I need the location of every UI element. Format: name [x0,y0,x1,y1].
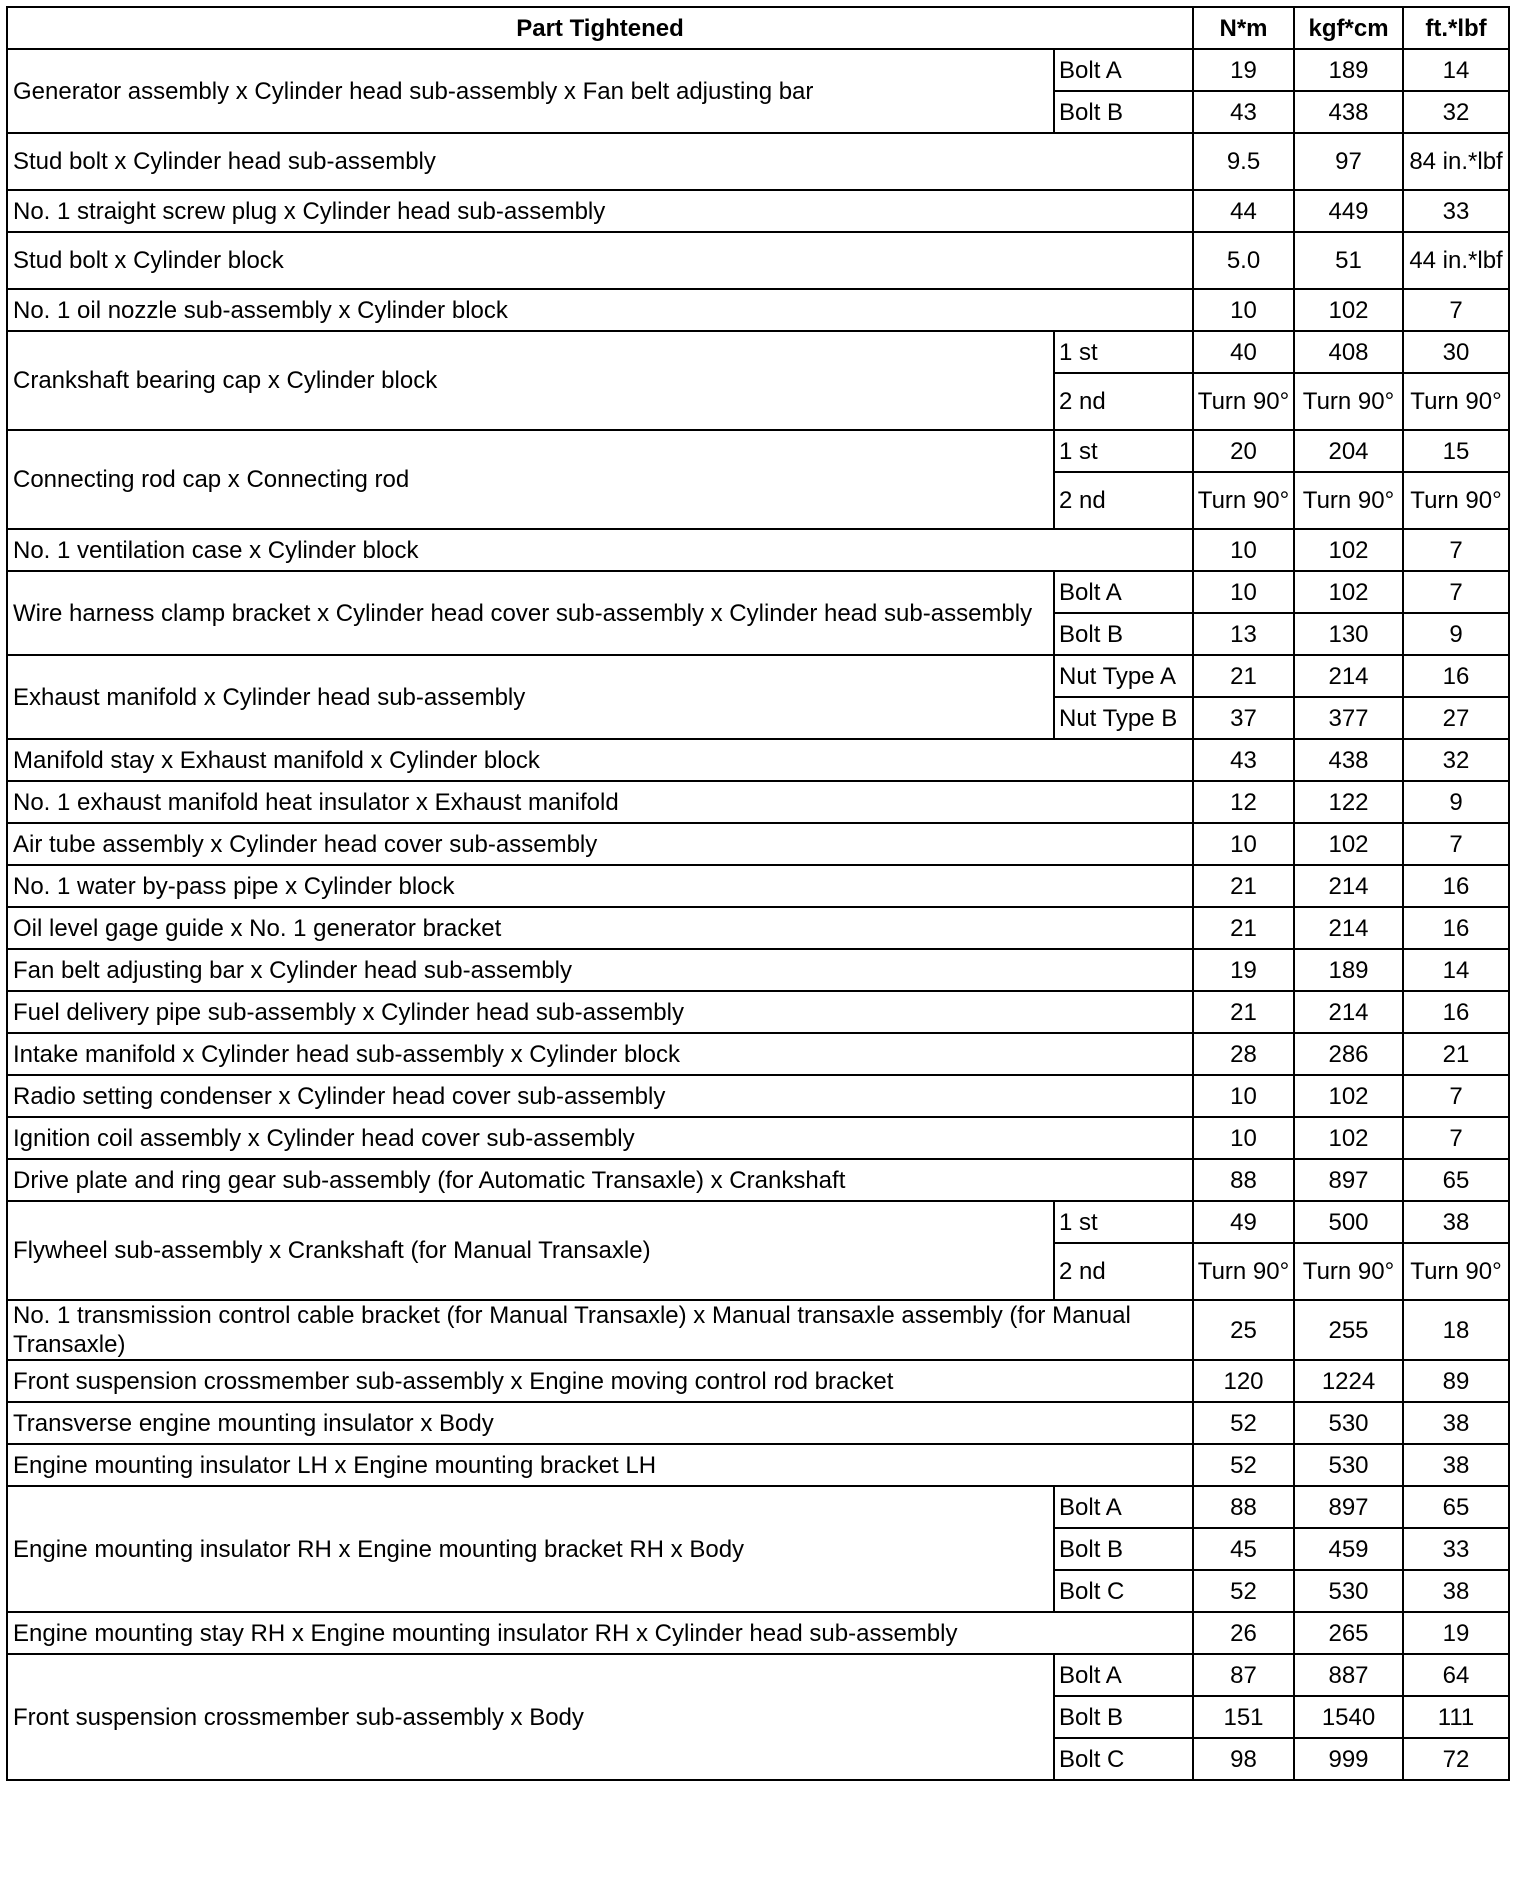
kgf-cm-value-cell: 265 [1294,1612,1403,1654]
sub-step-cell: Nut Type B [1054,697,1193,739]
sub-step-cell: 1 st [1054,331,1193,373]
part-name-cell: Connecting rod cap x Connecting rod [7,430,1054,529]
ft-lbf-value-cell: 30 [1403,331,1509,373]
nm-value-cell: 10 [1193,529,1294,571]
nm-value-cell: 43 [1193,91,1294,133]
nm-value-cell: 87 [1193,1654,1294,1696]
ft-lbf-value-cell: 38 [1403,1444,1509,1486]
kgf-cm-value-cell: 286 [1294,1033,1403,1075]
sub-step-cell: 2 nd [1054,1243,1193,1300]
ft-lbf-value-cell: 9 [1403,781,1509,823]
nm-value-cell: 40 [1193,331,1294,373]
ft-lbf-value-cell: 7 [1403,1075,1509,1117]
part-name-cell: Fuel delivery pipe sub-assembly x Cylinder head sub-assembly [7,991,1193,1033]
table-row [7,571,1509,613]
kgf-cm-value-cell: 897 [1294,1159,1403,1201]
nm-value-cell: 151 [1193,1696,1294,1738]
kgf-cm-value-cell: 408 [1294,331,1403,373]
nm-value-cell: 10 [1193,1117,1294,1159]
table-row [7,991,1509,1033]
kgf-cm-value-cell: 102 [1294,289,1403,331]
part-name-cell: Fan belt adjusting bar x Cylinder head sub-assembly [7,949,1193,991]
kgf-cm-value-cell: Turn 90° [1294,472,1403,529]
nm-value-cell: 10 [1193,1075,1294,1117]
kgf-cm-value-cell: 999 [1294,1738,1403,1780]
sub-step-cell: Bolt B [1054,91,1193,133]
part-name-cell: No. 1 transmission control cable bracket (for Manual Transaxle) x Manual transaxle assembly (for Manual Transaxle) [7,1300,1193,1360]
torque-table-body [7,49,1509,1780]
table-row [7,430,1509,472]
kgf-cm-value-cell: 1224 [1294,1360,1403,1402]
sub-step-cell: Bolt A [1054,1654,1193,1696]
ft-lbf-value-cell: 7 [1403,289,1509,331]
part-name-cell: Stud bolt x Cylinder block [7,232,1193,289]
ft-lbf-value-cell: 44 in.*lbf [1403,232,1509,289]
kgf-cm-value-cell: 122 [1294,781,1403,823]
sub-step-cell: Bolt A [1054,1486,1193,1528]
table-row [7,823,1509,865]
nm-value-cell: 21 [1193,865,1294,907]
ft-lbf-value-cell: 32 [1403,739,1509,781]
nm-value-cell: 88 [1193,1159,1294,1201]
table-row [7,1612,1509,1654]
ft-lbf-value-cell: 32 [1403,91,1509,133]
table-row [7,289,1509,331]
nm-value-cell: 20 [1193,430,1294,472]
header-row [7,7,1509,49]
kgf-cm-value-cell: 500 [1294,1201,1403,1243]
kgf-cm-value-cell: 130 [1294,613,1403,655]
sub-step-cell: Bolt A [1054,49,1193,91]
table-row [7,1300,1509,1360]
ft-lbf-value-cell: 38 [1403,1402,1509,1444]
header-kgf-cm: kgf*cm [1294,7,1403,49]
part-name-cell: Radio setting condenser x Cylinder head cover sub-assembly [7,1075,1193,1117]
table-row [7,949,1509,991]
table-row [7,1402,1509,1444]
ft-lbf-value-cell: 16 [1403,907,1509,949]
kgf-cm-value-cell: 189 [1294,49,1403,91]
nm-value-cell: 9.5 [1193,133,1294,190]
ft-lbf-value-cell: 65 [1403,1159,1509,1201]
sub-step-cell: Bolt B [1054,1696,1193,1738]
ft-lbf-value-cell: 38 [1403,1201,1509,1243]
part-name-cell: No. 1 water by-pass pipe x Cylinder block [7,865,1193,907]
ft-lbf-value-cell: 16 [1403,991,1509,1033]
table-row [7,1654,1509,1696]
nm-value-cell: 120 [1193,1360,1294,1402]
nm-value-cell: 52 [1193,1402,1294,1444]
table-row [7,1117,1509,1159]
part-name-cell: Engine mounting insulator LH x Engine mounting bracket LH [7,1444,1193,1486]
part-name-cell: Front suspension crossmember sub-assembly x Body [7,1654,1054,1780]
ft-lbf-value-cell: 18 [1403,1300,1509,1360]
nm-value-cell: 12 [1193,781,1294,823]
part-name-cell: Stud bolt x Cylinder head sub-assembly [7,133,1193,190]
part-name-cell: Front suspension crossmember sub-assembly x Engine moving control rod bracket [7,1360,1193,1402]
part-name-cell: No. 1 straight screw plug x Cylinder head sub-assembly [7,190,1193,232]
ft-lbf-value-cell: 7 [1403,823,1509,865]
sub-step-cell: Nut Type A [1054,655,1193,697]
kgf-cm-value-cell: 530 [1294,1570,1403,1612]
kgf-cm-value-cell: 449 [1294,190,1403,232]
part-name-cell: Engine mounting insulator RH x Engine mounting bracket RH x Body [7,1486,1054,1612]
nm-value-cell: 88 [1193,1486,1294,1528]
ft-lbf-value-cell: 15 [1403,430,1509,472]
nm-value-cell: 5.0 [1193,232,1294,289]
ft-lbf-value-cell: 14 [1403,949,1509,991]
ft-lbf-value-cell: 33 [1403,190,1509,232]
kgf-cm-value-cell: 102 [1294,1075,1403,1117]
kgf-cm-value-cell: 377 [1294,697,1403,739]
nm-value-cell: 10 [1193,571,1294,613]
nm-value-cell: Turn 90° [1193,472,1294,529]
sub-step-cell: Bolt B [1054,613,1193,655]
ft-lbf-value-cell: 9 [1403,613,1509,655]
kgf-cm-value-cell: 189 [1294,949,1403,991]
part-name-cell: No. 1 exhaust manifold heat insulator x Exhaust manifold [7,781,1193,823]
nm-value-cell: 10 [1193,289,1294,331]
kgf-cm-value-cell: 887 [1294,1654,1403,1696]
kgf-cm-value-cell: 204 [1294,430,1403,472]
part-name-cell: Crankshaft bearing cap x Cylinder block [7,331,1054,430]
ft-lbf-value-cell: 84 in.*lbf [1403,133,1509,190]
table-row [7,781,1509,823]
nm-value-cell: 19 [1193,49,1294,91]
table-row [7,1486,1509,1528]
nm-value-cell: 37 [1193,697,1294,739]
ft-lbf-value-cell: 27 [1403,697,1509,739]
table-row [7,1159,1509,1201]
table-row [7,1360,1509,1402]
sub-step-cell: Bolt A [1054,571,1193,613]
nm-value-cell: 21 [1193,655,1294,697]
nm-value-cell: 52 [1193,1570,1294,1612]
torque-spec-table [6,6,1510,1781]
nm-value-cell: 28 [1193,1033,1294,1075]
part-name-cell: No. 1 ventilation case x Cylinder block [7,529,1193,571]
nm-value-cell: 49 [1193,1201,1294,1243]
ft-lbf-value-cell: 19 [1403,1612,1509,1654]
part-name-cell: Engine mounting stay RH x Engine mounting insulator RH x Cylinder head sub-assembly [7,1612,1193,1654]
ft-lbf-value-cell: 7 [1403,529,1509,571]
kgf-cm-value-cell: 459 [1294,1528,1403,1570]
part-name-cell: Generator assembly x Cylinder head sub-assembly x Fan belt adjusting bar [7,49,1054,133]
ft-lbf-value-cell: Turn 90° [1403,1243,1509,1300]
nm-value-cell: 44 [1193,190,1294,232]
nm-value-cell: 98 [1193,1738,1294,1780]
nm-value-cell: 52 [1193,1444,1294,1486]
sub-step-cell: 1 st [1054,1201,1193,1243]
table-row [7,529,1509,571]
ft-lbf-value-cell: 111 [1403,1696,1509,1738]
kgf-cm-value-cell: 102 [1294,571,1403,613]
table-row [7,331,1509,373]
nm-value-cell: Turn 90° [1193,1243,1294,1300]
kgf-cm-value-cell: 102 [1294,823,1403,865]
ft-lbf-value-cell: Turn 90° [1403,373,1509,430]
header-nm: N*m [1193,7,1294,49]
ft-lbf-value-cell: 14 [1403,49,1509,91]
table-row [7,1444,1509,1486]
ft-lbf-value-cell: 64 [1403,1654,1509,1696]
nm-value-cell: Turn 90° [1193,373,1294,430]
nm-value-cell: 21 [1193,907,1294,949]
nm-value-cell: 26 [1193,1612,1294,1654]
kgf-cm-value-cell: Turn 90° [1294,1243,1403,1300]
table-row [7,1033,1509,1075]
sub-step-cell: 1 st [1054,430,1193,472]
kgf-cm-value-cell: 897 [1294,1486,1403,1528]
part-name-cell: Air tube assembly x Cylinder head cover sub-assembly [7,823,1193,865]
ft-lbf-value-cell: 7 [1403,571,1509,613]
sub-step-cell: Bolt C [1054,1738,1193,1780]
header-ft-lbf: ft.*lbf [1403,7,1509,49]
part-name-cell: Transverse engine mounting insulator x Body [7,1402,1193,1444]
kgf-cm-value-cell: 214 [1294,907,1403,949]
table-row [7,655,1509,697]
ft-lbf-value-cell: 21 [1403,1033,1509,1075]
ft-lbf-value-cell: 7 [1403,1117,1509,1159]
table-row [7,1201,1509,1243]
kgf-cm-value-cell: 214 [1294,991,1403,1033]
kgf-cm-value-cell: 1540 [1294,1696,1403,1738]
part-name-cell: Ignition coil assembly x Cylinder head cover sub-assembly [7,1117,1193,1159]
table-row [7,739,1509,781]
kgf-cm-value-cell: 214 [1294,655,1403,697]
kgf-cm-value-cell: 102 [1294,529,1403,571]
nm-value-cell: 10 [1193,823,1294,865]
kgf-cm-value-cell: 530 [1294,1444,1403,1486]
sub-step-cell: Bolt B [1054,1528,1193,1570]
part-name-cell: Drive plate and ring gear sub-assembly (for Automatic Transaxle) x Crankshaft [7,1159,1193,1201]
ft-lbf-value-cell: 38 [1403,1570,1509,1612]
part-name-cell: Flywheel sub-assembly x Crankshaft (for Manual Transaxle) [7,1201,1054,1300]
header-part-tightened: Part Tightened [7,7,1193,49]
kgf-cm-value-cell: 97 [1294,133,1403,190]
part-name-cell: Oil level gage guide x No. 1 generator bracket [7,907,1193,949]
sub-step-cell: Bolt C [1054,1570,1193,1612]
table-row [7,232,1509,289]
kgf-cm-value-cell: 438 [1294,739,1403,781]
nm-value-cell: 21 [1193,991,1294,1033]
kgf-cm-value-cell: 214 [1294,865,1403,907]
ft-lbf-value-cell: 72 [1403,1738,1509,1780]
part-name-cell: Manifold stay x Exhaust manifold x Cylinder block [7,739,1193,781]
table-row [7,865,1509,907]
ft-lbf-value-cell: 16 [1403,655,1509,697]
kgf-cm-value-cell: Turn 90° [1294,373,1403,430]
table-row [7,190,1509,232]
kgf-cm-value-cell: 530 [1294,1402,1403,1444]
nm-value-cell: 19 [1193,949,1294,991]
part-name-cell: Exhaust manifold x Cylinder head sub-assembly [7,655,1054,739]
sub-step-cell: 2 nd [1054,472,1193,529]
nm-value-cell: 43 [1193,739,1294,781]
table-row [7,907,1509,949]
sub-step-cell: 2 nd [1054,373,1193,430]
part-name-cell: Intake manifold x Cylinder head sub-assembly x Cylinder block [7,1033,1193,1075]
table-row [7,1075,1509,1117]
kgf-cm-value-cell: 438 [1294,91,1403,133]
kgf-cm-value-cell: 102 [1294,1117,1403,1159]
table-row [7,49,1509,91]
part-name-cell: Wire harness clamp bracket x Cylinder head cover sub-assembly x Cylinder head sub-assembly [7,571,1054,655]
nm-value-cell: 45 [1193,1528,1294,1570]
part-name-cell: No. 1 oil nozzle sub-assembly x Cylinder block [7,289,1193,331]
ft-lbf-value-cell: Turn 90° [1403,472,1509,529]
ft-lbf-value-cell: 16 [1403,865,1509,907]
nm-value-cell: 25 [1193,1300,1294,1360]
ft-lbf-value-cell: 33 [1403,1528,1509,1570]
nm-value-cell: 13 [1193,613,1294,655]
kgf-cm-value-cell: 255 [1294,1300,1403,1360]
ft-lbf-value-cell: 89 [1403,1360,1509,1402]
ft-lbf-value-cell: 65 [1403,1486,1509,1528]
kgf-cm-value-cell: 51 [1294,232,1403,289]
table-row [7,133,1509,190]
